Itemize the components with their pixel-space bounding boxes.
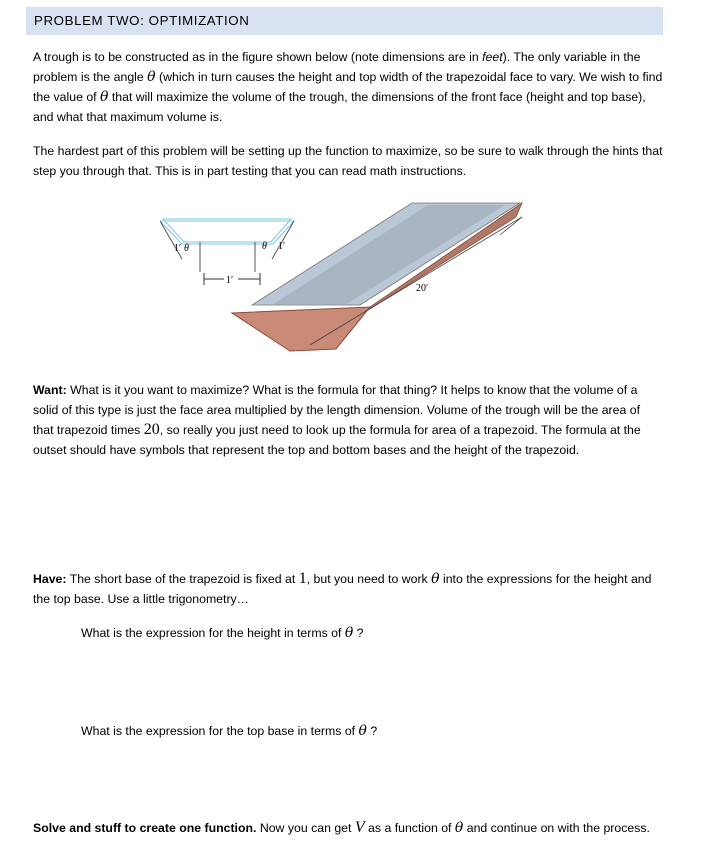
section-header	[26, 7, 663, 35]
hint-paragraph: The hardest part of this problem will be setting up the function to maximize, so be sure to walk through the hints that step you through that. This is in part testing that you can read math instructions.	[33, 144, 663, 178]
intro-feet: feet	[482, 50, 503, 64]
solve-text-b: as a function of	[364, 821, 455, 835]
intro-text-d: that will maximize the volume of the trough, the dimensions of the front face (height and top base), and what that maximum volume is.	[33, 90, 646, 124]
theta-symbol: θ	[344, 625, 354, 641]
want-text-a: What is it you want to maximize? What is the formula for that thing? It helps to know that the volume of a solid of this type is just the face area multiplied by the length dimension. Volume of the trough will be the area of that trapezoid times	[33, 383, 640, 437]
solve-paragraph	[33, 818, 663, 838]
theta-left: θ	[184, 243, 189, 254]
theta-symbol: θ	[100, 89, 109, 105]
intro-text-b: ). The only variable in the problem is the angle	[33, 50, 641, 84]
want-label: Want:	[33, 383, 67, 397]
trough-figure	[160, 195, 530, 357]
theta-right: θ	[262, 241, 267, 252]
intro-text-c: (which in turn causes the height and top width of the trapezoidal face to vary. We wish to find the value of	[33, 70, 663, 104]
bottom-length: 1′	[226, 275, 234, 286]
question-top-base	[81, 721, 641, 741]
intro-text-a: A trough is to be constructed as in the figure shown below (note dimensions are in	[33, 50, 483, 64]
have-text-a: The short base of the trapezoid is fixed at	[66, 572, 299, 586]
theta-symbol: θ	[358, 723, 367, 739]
solve-text-a: Now you can get	[256, 821, 355, 835]
theta-symbol: θ	[454, 820, 464, 836]
side-length-left: 1′	[174, 243, 182, 254]
question-top-base-text: What is the expression for the top base in terms of	[81, 724, 359, 738]
theta-symbol: θ	[147, 69, 156, 85]
trough-front-face	[232, 307, 370, 351]
intro-paragraph	[33, 47, 663, 127]
have-text-c: into the expressions for the height and the top base. Use a little trigonometry…	[33, 572, 652, 606]
volume-variable: V	[354, 819, 365, 836]
theta-symbol: θ	[431, 571, 440, 587]
solve-text-c: and continue on with the process.	[463, 821, 650, 835]
solve-label: Solve and stuff to create one function.	[33, 821, 257, 835]
have-paragraph	[33, 569, 663, 609]
short-base-value: 1	[298, 570, 307, 587]
side-length-right: 1′	[278, 241, 286, 252]
length-label: 20′	[416, 283, 429, 294]
question-height-text: What is the expression for the height in terms of	[81, 626, 345, 640]
cross-section-trapezoid	[160, 221, 294, 244]
question-end: ?	[353, 626, 364, 640]
section-title: PROBLEM TWO: OPTIMIZATION	[34, 13, 250, 28]
want-text-b: , so really you just need to look up the formula for area of a trapezoid. The formula at the outset should have symbols that represent the top and bottom bases and the height of the trapezoid.	[33, 423, 641, 457]
have-text-b: , but you need to work	[306, 572, 432, 586]
have-label: Have:	[33, 572, 67, 586]
question-end: ?	[366, 724, 378, 738]
length-value: 20	[143, 421, 160, 438]
want-paragraph	[33, 380, 663, 460]
question-height	[81, 623, 641, 643]
